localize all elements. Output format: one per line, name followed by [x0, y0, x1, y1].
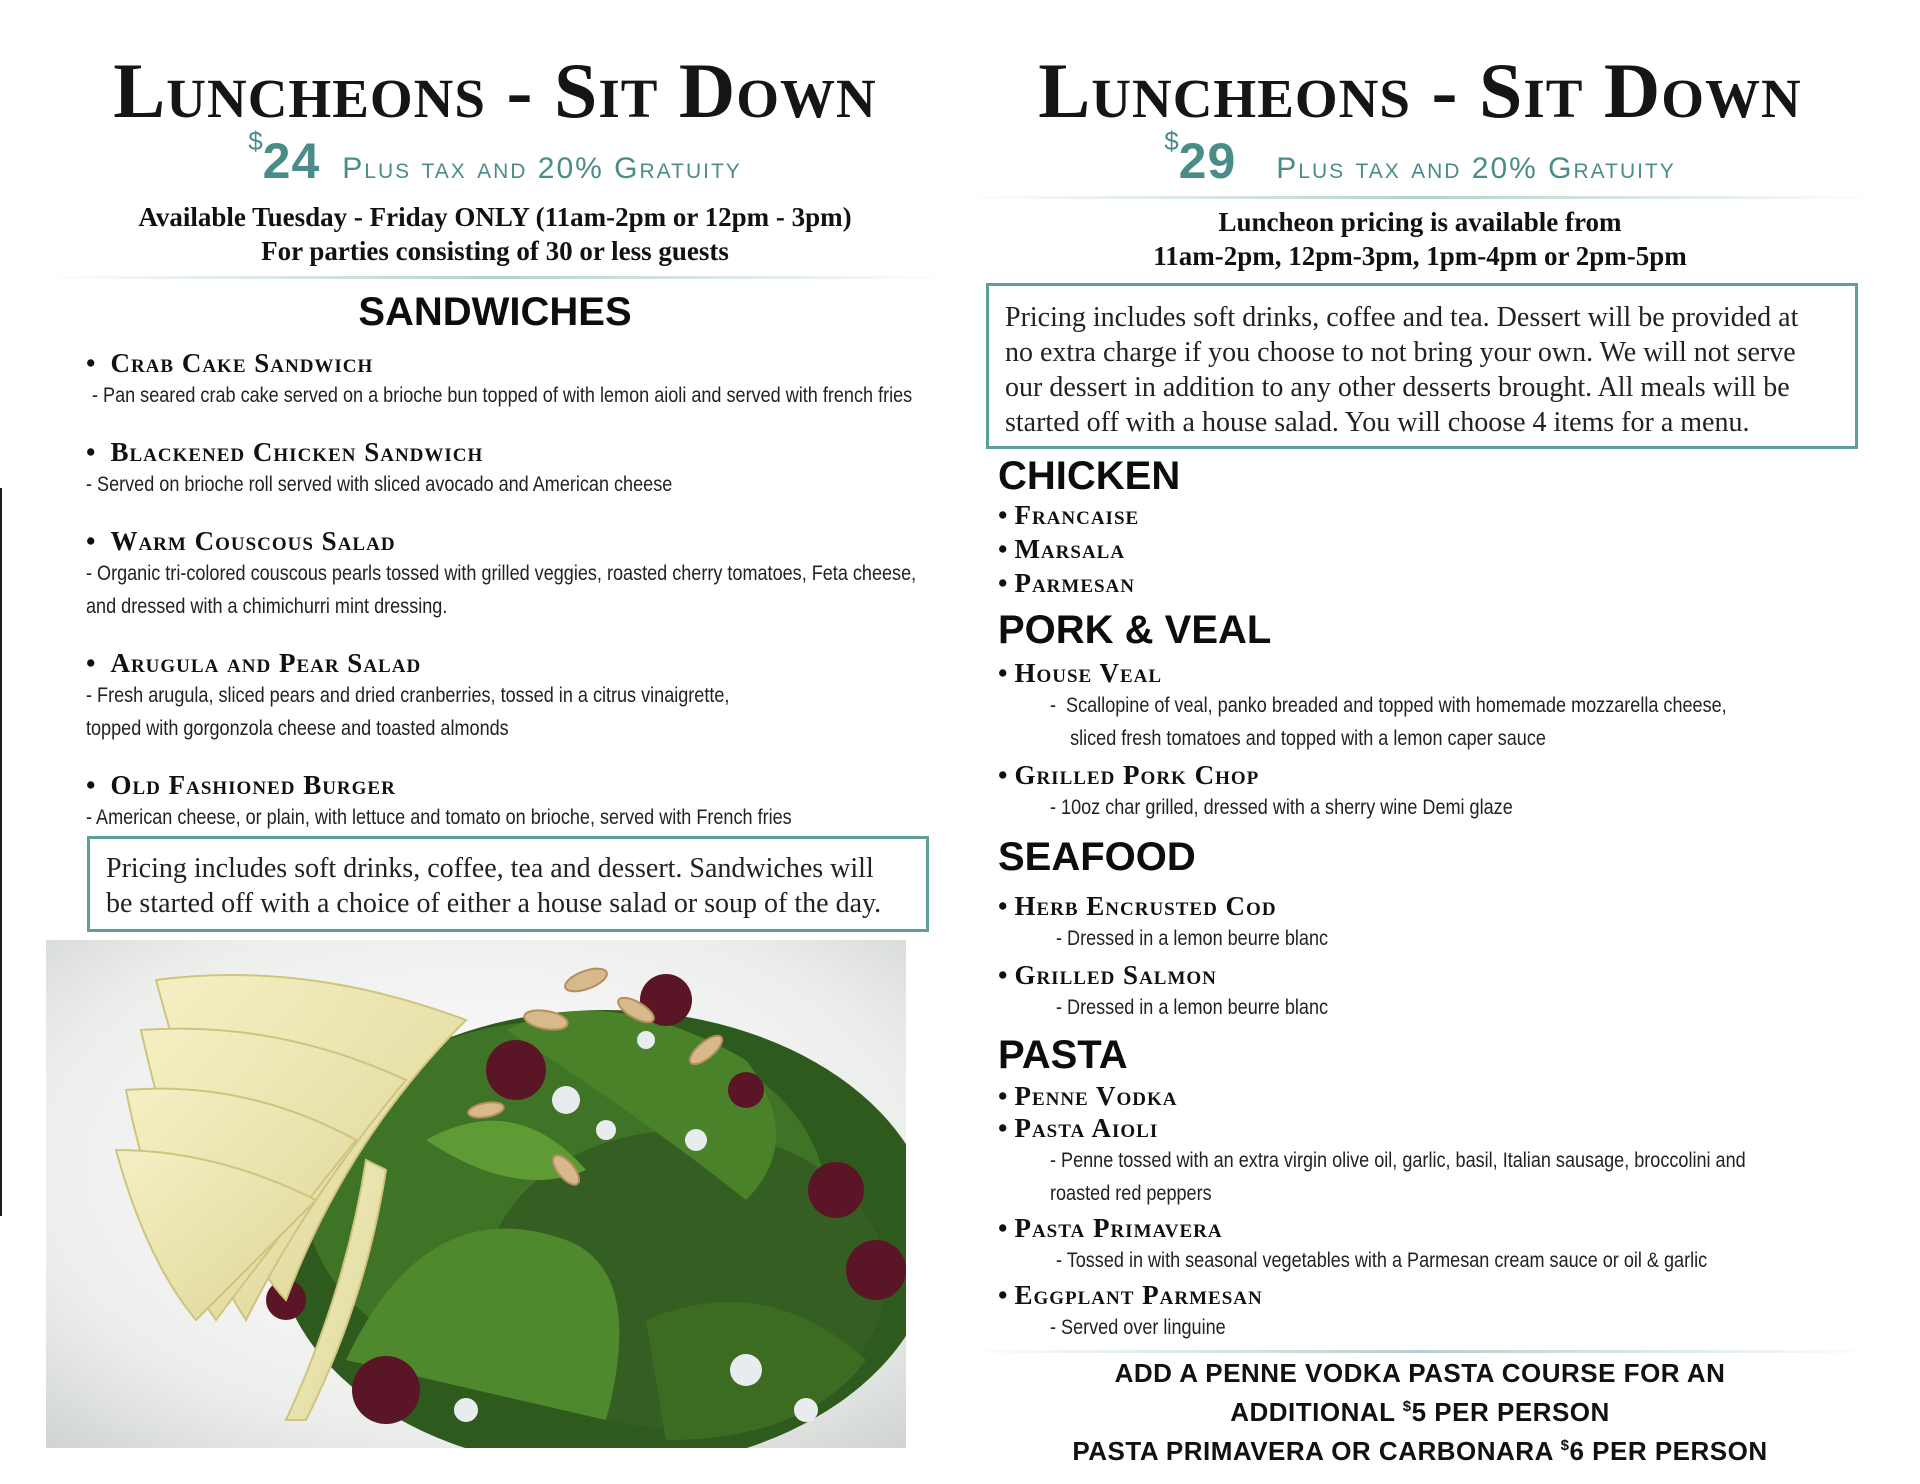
item-description: - Dressed in a lemon beurre blanc	[1056, 996, 1329, 1019]
menu-item	[998, 499, 1880, 531]
item-name: Arugula and Pear Salad	[110, 648, 422, 678]
footer-divider	[960, 1350, 1880, 1353]
item-name: Warm Couscous Salad	[110, 526, 396, 556]
item-description: - Dressed in a lemon beurre blanc	[1056, 927, 1329, 950]
item-name: Pasta Primavera	[1014, 1213, 1223, 1243]
left-price-line	[40, 126, 950, 190]
right-box-line-1: Pricing includes soft drinks, coffee and tea. Dessert will be provided at	[1005, 302, 1799, 333]
bullet-icon: •	[86, 526, 97, 556]
item-name: Crab Cake Sandwich	[110, 348, 374, 378]
upsell-line-3	[960, 1429, 1880, 1468]
right-box-line-3: our dessert in addition to any other desserts brought. All meals will be	[1005, 372, 1790, 403]
menu-item	[998, 1212, 1880, 1244]
sandwich-list	[40, 347, 950, 834]
left-box-line-2: be started off with a choice of either a house salad or soup of the day.	[106, 888, 882, 919]
bullet-icon: •	[86, 770, 97, 800]
menu-item	[998, 533, 1880, 565]
bullet-icon: •	[86, 648, 97, 678]
left-edge-bar	[0, 488, 2, 1216]
pork-veal-heading: PORK & VEAL	[998, 608, 1272, 652]
menu-item	[998, 1080, 1880, 1112]
arugula-pear-salad-photo	[46, 940, 906, 1448]
item-description: topped with gorgonzola cheese and toasted almonds	[86, 717, 509, 740]
bullet-icon: •	[86, 348, 97, 378]
entree-list	[960, 453, 1880, 1344]
item-description: - Pan seared crab cake served on a brioche bun topped of with lemon aioli and served with french fries	[92, 384, 913, 407]
bullet-icon: •	[998, 1280, 1009, 1310]
left-price-note: Plus tax and 20% Gratuity	[342, 152, 742, 185]
menu-item	[998, 759, 1880, 791]
right-price: 29	[1178, 133, 1237, 189]
item-description: - Organic tri-colored couscous pearls tossed with grilled veggies, roasted cherry tomatoes, Feta cheese,	[86, 562, 917, 585]
left-pricing-note-box	[87, 836, 929, 932]
menu-item	[998, 567, 1880, 599]
left-divider	[40, 276, 950, 279]
item-description: sliced fresh tomatoes and topped with a lemon caper sauce	[1050, 727, 1546, 750]
left-price-symbol: $	[248, 126, 263, 156]
menu-item	[86, 347, 950, 412]
left-title: Luncheons - Sit Down	[113, 47, 877, 134]
upsell-line-2-text: ADDITIONAL	[1230, 1397, 1403, 1427]
upsell-line-1: ADD A PENNE VODKA PASTA COURSE FOR AN	[1114, 1358, 1726, 1388]
right-pricing-note-box	[986, 283, 1858, 449]
sandwiches-heading: SANDWICHES	[358, 290, 632, 334]
item-description: - American cheese, or plain, with lettuce and tomato on brioche, served with French fries	[86, 806, 792, 829]
upsell-line-2-symbol: $	[1402, 1398, 1412, 1415]
item-name: Herb Encrusted Cod	[1014, 891, 1277, 921]
seafood-heading: SEAFOOD	[998, 835, 1196, 879]
bullet-icon: •	[998, 1213, 1009, 1243]
left-availability	[40, 200, 950, 268]
item-name: Grilled Salmon	[1014, 960, 1217, 990]
menu-item	[998, 657, 1880, 689]
right-divider	[960, 196, 1880, 199]
menu-item	[998, 1279, 1880, 1311]
item-description: - Served over linguine	[1050, 1316, 1226, 1339]
item-description: - Penne tossed with an extra virgin olive oil, garlic, basil, Italian sausage, broccolini and	[1050, 1149, 1746, 1172]
left-availability-line-1: Available Tuesday - Friday ONLY (11am-2pm or 12pm - 3pm)	[138, 202, 852, 232]
item-name: Eggplant Parmesan	[1014, 1280, 1263, 1310]
right-price-note: Plus tax and 20% Gratuity	[1276, 152, 1676, 185]
upsell-line-2	[960, 1390, 1880, 1429]
bullet-icon: •	[998, 1113, 1009, 1143]
menu-item	[86, 525, 950, 623]
bullet-icon: •	[998, 960, 1009, 990]
right-availability-line-2: 11am-2pm, 12pm-3pm, 1pm-4pm or 2pm-5pm	[1153, 241, 1687, 271]
right-availability	[960, 205, 1880, 273]
item-name: Parmesan	[1014, 568, 1136, 598]
item-name: House Veal	[1014, 658, 1163, 688]
item-description: - Fresh arugula, sliced pears and dried cranberries, tossed in a citrus vinaigrette,	[86, 684, 730, 707]
right-price-symbol: $	[1164, 126, 1179, 156]
right-box-line-2: no extra charge if you choose to not bring your own. We will not serve	[1005, 337, 1796, 368]
item-name: Grilled Pork Chop	[1014, 760, 1260, 790]
item-name: Penne Vodka	[1014, 1081, 1178, 1111]
menu-item	[86, 769, 950, 834]
chicken-heading: CHICKEN	[998, 454, 1181, 498]
menu-item	[86, 436, 950, 501]
item-name: Pasta Aioli	[1014, 1113, 1159, 1143]
upsell-line-3-price: 6 PER PERSON	[1569, 1436, 1768, 1466]
right-availability-line-1: Luncheon pricing is available from	[1218, 207, 1622, 237]
right-title: Luncheons - Sit Down	[1038, 47, 1802, 134]
menu-item	[998, 890, 1880, 922]
pasta-heading: PASTA	[998, 1033, 1128, 1077]
item-description: and dressed with a chimichurri mint dressing.	[86, 595, 448, 618]
left-price: 24	[262, 133, 321, 189]
bullet-icon: •	[998, 891, 1009, 921]
upsell-line-3-text: PASTA PRIMAVERA OR CARBONARA	[1072, 1436, 1561, 1466]
pasta-upsell-note	[960, 1357, 1880, 1468]
bullet-icon: •	[998, 568, 1009, 598]
item-name: Blackened Chicken Sandwich	[110, 437, 484, 467]
right-box-line-4: started off with a house salad. You will choose 4 items for a menu.	[1005, 407, 1750, 438]
item-name: Old Fashioned Burger	[110, 770, 396, 800]
item-description: roasted red peppers	[1050, 1182, 1212, 1205]
item-description: - Served on brioche roll served with sliced avocado and American cheese	[86, 473, 673, 496]
left-menu-column	[40, 0, 950, 919]
item-description: - Tossed in with seasonal vegetables with a Parmesan cream sauce or oil & garlic	[1056, 1249, 1708, 1272]
bullet-icon: •	[998, 534, 1009, 564]
bullet-icon: •	[998, 658, 1009, 688]
bullet-icon: •	[998, 1081, 1009, 1111]
item-name: Francaise	[1014, 500, 1140, 530]
bullet-icon: •	[86, 437, 97, 467]
bullet-icon: •	[998, 760, 1009, 790]
left-box-line-1: Pricing includes soft drinks, coffee, tea and dessert. Sandwiches will	[106, 853, 874, 884]
salad-illustration	[46, 940, 906, 1448]
right-menu-column	[960, 0, 1880, 1468]
bullet-icon: •	[998, 500, 1009, 530]
upsell-line-2-price: 5 PER PERSON	[1411, 1397, 1610, 1427]
upsell-line-3-symbol: $	[1560, 1437, 1570, 1454]
menu-item	[998, 959, 1880, 991]
item-description: - 10oz char grilled, dressed with a sherry wine Demi glaze	[1050, 796, 1513, 819]
item-name: Marsala	[1014, 534, 1126, 564]
menu-item	[86, 647, 950, 745]
left-availability-line-2: For parties consisting of 30 or less guests	[261, 236, 729, 266]
item-description: - Scallopine of veal, panko breaded and topped with homemade mozzarella cheese,	[1050, 694, 1727, 717]
menu-item	[998, 1112, 1880, 1144]
right-price-line	[960, 126, 1880, 190]
